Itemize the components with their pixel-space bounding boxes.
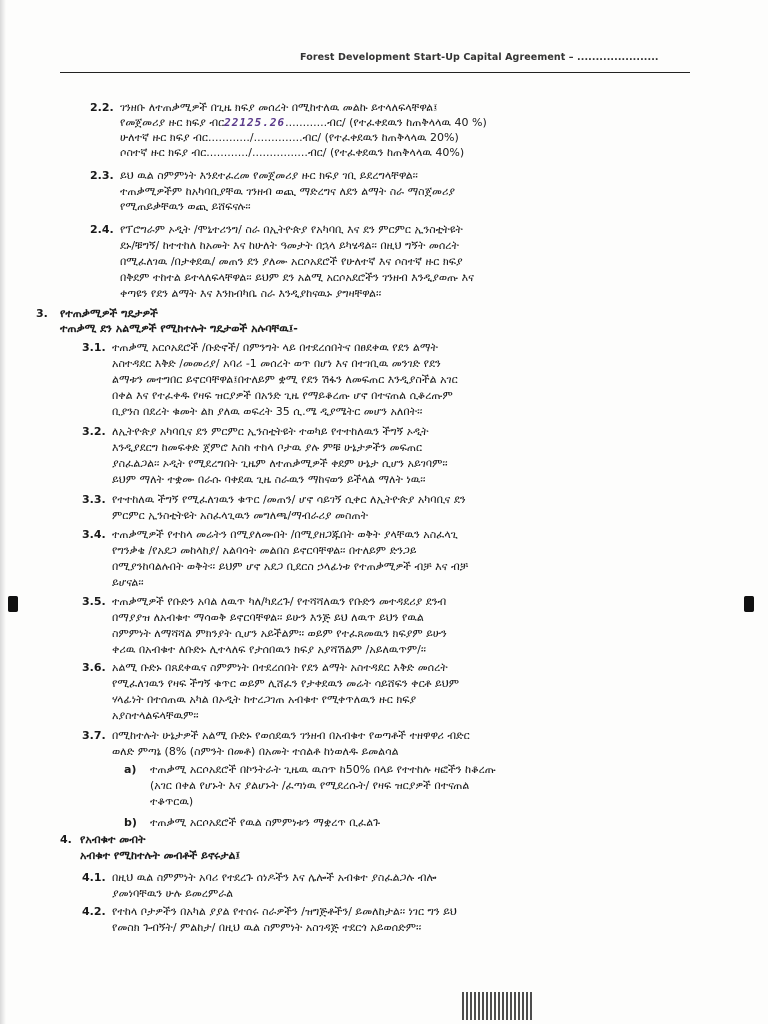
header-rule	[60, 72, 690, 73]
section-4-heading	[60, 832, 696, 864]
section-number: 3.	[36, 307, 48, 320]
clause-4-2	[82, 904, 696, 936]
clause-text: አልሚ ቡድኑ በጸደቀዉና ስምምነት በተደረሰበት የደን ልማት አስተዳደር እቅድ መሰረት የሚፈለገዉን የዛፍ ችግኝ ቁጥር ወይም ሊሸፈን የታቀደዉን መሬት ሳይሸፍን ቀርቶ ይህም ሃላፊነት በተሰጠዉ አካል በኦዲት ከተረጋገጠ አብቁተ የሚቀጥለዉን ዙር ክፍያ አያስተላልፍላቸዉም፡፡	[112, 661, 459, 722]
clause-3-1	[82, 340, 696, 420]
handwritten-amount: 22125.26	[224, 116, 286, 129]
clause-number: 2.2.	[90, 101, 114, 114]
clause-text: የተተከለዉ ችግኝ የሚፈለገዉን ቁጥር /መጠን/ ሆኖ ሳይገኝ ሲቀር ለኢትዮጵያ አካባቢና ደን ምርምር ኢንስቲትዩት አስፈላጊዉን መግለጫ/ማብራሪያ መስጠት	[112, 493, 466, 522]
clause-text: በሚከተሉት ሁኔታዎች አልሚ ቡድኑ የወሰደዉን ገንዘብ በአብቁተ የወጣቶች ተዘዋዋሪ ብድር ወለድ ምጣኔ (8% (ስምንት በመቶ) በአመት ተሰልቶ ከነወለዱ ይመልሳል	[112, 729, 470, 758]
clause-3-2	[82, 424, 696, 488]
clause-number: 3.7.	[82, 729, 106, 742]
clause-number: 3.3.	[82, 493, 106, 506]
section-3-heading	[36, 306, 696, 336]
section-number: 4.	[60, 833, 72, 846]
payment-prefix: ሁለተኛ ዙር ክፍያ ብር............/..............	[120, 131, 303, 144]
clause-2-2	[90, 100, 696, 160]
clause-3-7-a	[124, 762, 696, 810]
punch-hole	[8, 596, 18, 612]
clause-number: 3.6.	[82, 661, 106, 674]
clause-4-1	[82, 870, 696, 902]
section-text: የአብቁተ መብት አብቁተ የሚከተሉት መብቶች ይኖሩታል፤	[80, 833, 241, 862]
page-header: Forest Development Start-Up Capital Agreement – ......................	[300, 52, 659, 63]
payment-line	[120, 145, 696, 160]
clause-3-4	[82, 527, 696, 591]
payment-suffix: ብር/ (የተፈቀደዉን ከጠቅላላዉ 40%)	[307, 146, 465, 159]
clause-text: በዚህ ዉል ስምምነት አባሪ የተደረጉ ሰነዶችን እና ሌሎች አብቁተ ያስፈልጋሉ ብሎ ያመነባቸዉን ሁሉ ይመረምራል	[112, 871, 437, 900]
punch-hole	[744, 596, 754, 612]
clause-text: ተጠቃሚ አርሶአደሮች የዉል ስምምነቱን ማቋረጥ ቢፈልጉ	[150, 816, 381, 829]
scan-edge	[0, 0, 6, 1024]
payment-prefix: የመጀመሪያ ዙር ክፍያ ብር	[120, 116, 225, 129]
payment-prefix: ሶስተኛ ዙር ክፍያ ብር............/................	[120, 146, 308, 159]
clause-text: የፕሮግራም ኦዲት /ሞኒተሪንግ/ ስራ በኢትዮጵያ የአካባቢ እና ደን ምርምር ኢንስቲትዩት ደኑ/ቹግኝ/ ከተተከለ ከአመት እና ከሁለት ዓመታት በኋላ ይካሄዳል፡፡ በዚህ ግኝት መሰረት በሚፈለገዉ /በታቀደዉ/ መጠን ደን ያለሙ አርሶአደሮች የሁለተኛ እና ሶስተኛ ዙር ክፍያ በቅደም ተከተል ይተላለፍላቸዋል፡፡ ይህም ደን አልሚ አርሶአደሮችን ገንዘብ እንዲያወጡ እና ቀጣዩን የደን ልማት እና እንክብካቤ ስራ እንዲያከናዉኑ ያግዛቸዋል፡፡	[120, 223, 474, 300]
clause-text: ለኢትዮጵያ አካባቢና ደን ምርምር ኢንስቲትዩት ተወካይ የተተከለዉን ችግኝ ኦዲት እንዲያደርግ ከመፍቀድ ጀምሮ እስከ ተከላ ቦታዉ ያሉ ምቹ ሁኔታዎችን መፍጠር ያስፈልጋል፡፡ ኦዲት የሚደረግበት ጊዜም ለተጠቃሚዎች ቀደም ሁኔታ ሲሆን አይገባም፡፡ ይህም ማለት ተቋሙ በራሱ ባቀደዉ ጊዜ ስራዉን ማከናወን ይችላል ማለት ነዉ፡፡	[112, 425, 448, 486]
clause-number: 3.2.	[82, 425, 106, 438]
clause-3-6	[82, 660, 696, 724]
clause-text: ተጠቃሚዎች የቡድን አባል ለዉጥ ካለ/ካደረጉ/ የተሻሻለዉን የቡድን መተዳደሪያ ደንብ በማያያዝ ለአብቁተ ማሳወቅ ይኖርባቸዋል፡፡ ይሁን እንጅ ይህ ለዉጥ ይህን የዉል ስምምነት ለማሻሻል ምክንያት ሲሆን አይችልም፡፡ ወይም የተፈጸመዉን ክፍያም ይሁን ቀሪዉ በአብቁተ ለቡድኑ ሊተላለፍ የታሰበዉን ክፍያ አያሻሽልም /አይለዉጥም/፡፡	[112, 595, 447, 656]
clause-text: ተጠቃሚ አርሶአደሮች /ቡድኖች/ በምንግት ላይ በተደረሰበትና በፀደቀዉ የደን ልማት አስተዳደር እቅድ /መመሪያ/ አባሪ -1 መሰረት ወጥ በሆነ እና በተገቢዉ መንገድ የደን ልማቱን መተግበር ይኖርባቸዋል፤በተለይም ቋሚ የደን ሽፋን ለመፍጠር እንዲያስችል አገር በቀል እና የተፈቀዱ የዛፍ ዝርያዎች በአንድ ጊዜ የማይቆረጡ ሆኖ በተናጠል ሲቆረጡም ቢያንስ በደረት ቁመት ልክ ያለዉ ወፍረት 35 ሲ.ሜ ዲያሜትር መሆን አለበት፡፡	[112, 341, 458, 418]
clause-number: 4.1.	[82, 871, 106, 884]
clause-text: የተከላ ቦታዎችን በአካል ያያል የተሰሩ ስራዎችን /ዝግጅቶችን/ ይመለከታል፡፡ ነገር ግን ይህ የመስክ ጉብኝት/ ምልከታ/ በዚህ ዉል ስምምነት አስገዳጅ ተደርጎ አይወሰድም፡፡	[112, 905, 457, 934]
clause-text: ተጠቃሚዎች የተከላ መሬትን በሚያለሙበት /በሚያዘጋጁበት ወቅት ያላቸዉን አስፈላጊ የግንቃቄ /የአደጋ መከላከያ/ አልባሳት መልበስ ይኖርባቸዋል፡፡ በተለይም ድንጋይ በሚያንከባልሉበት ወቅት፡፡ ይህም ሆኖ አደጋ ቢደርስ ኃላፊነቱ የተጠቃሚዎች ብቻ እና ብቻ ይሆናል፡፡	[112, 528, 469, 589]
clause-number: 3.5.	[82, 595, 106, 608]
clause-2-3	[90, 168, 696, 215]
clause-number: 2.3.	[90, 169, 114, 182]
clause-number: 3.1.	[82, 341, 106, 354]
subclause-letter: a)	[124, 763, 137, 776]
payment-line	[120, 115, 696, 130]
clause-3-3	[82, 492, 696, 524]
page-stamp	[462, 992, 532, 1020]
clause-number: 3.4.	[82, 528, 106, 541]
clause-2-4	[90, 222, 696, 302]
clause-number: 2.4.	[90, 223, 114, 236]
payment-line	[120, 130, 696, 145]
clause-text: ተጠቃሚ አርሶአደሮች በኮንትራት ጊዜዉ ዉስጥ ከ50% በላይ የተተከሉ ዛፎችን ከቆረጡ (አገር በቀል የሆኑት እና ያልሆኑት /ፈጣነዉ የሚደረሱት/ የዛፍ ዝርያዎች በተናጠል ተቆጥርዉ)	[150, 763, 496, 808]
payment-suffix: ብር/ (የተፈቀደዉን ከጠቅላላዉ 20%)	[302, 131, 459, 144]
clause-text: ይህ ዉል ስምምነት እንደተፈረመ የመጀመሪያ ዙር ክፍያ ገቢ ይደረግላቸዋል፡፡ ተጠቃሚዎችም ከአካባቢያቸዉ ገንዘብ ወጪ ማድረግና ለደን ልማት ስራ ማስጀመሪያ የሚጠይቃቸዉን ወጪ ይሸፍናሉ፡፡	[120, 169, 456, 213]
clause-3-5	[82, 594, 696, 658]
clause-3-7	[82, 728, 696, 760]
clause-text: ገንዘቡ ለተጠቃሚዎች በጊዜ ክፍያ መሰረት በሚከተለዉ መልኩ ይተላለፍላቸዋል፤	[120, 101, 438, 114]
clause-3-7-b	[124, 815, 696, 831]
subclause-letter: b)	[124, 816, 137, 829]
payment-suffix: ............ብር/ (የተፈቀደዉን ከጠቅላላዉ 40 %)	[285, 116, 487, 129]
section-text: የተጠቃሚዎች ግዴታዎች ተጠቃሚ ደን አልሚዎች የሚከተሉት ግዴታወች አሉባቸዉ፤-	[60, 307, 298, 335]
clause-number: 4.2.	[82, 905, 106, 918]
